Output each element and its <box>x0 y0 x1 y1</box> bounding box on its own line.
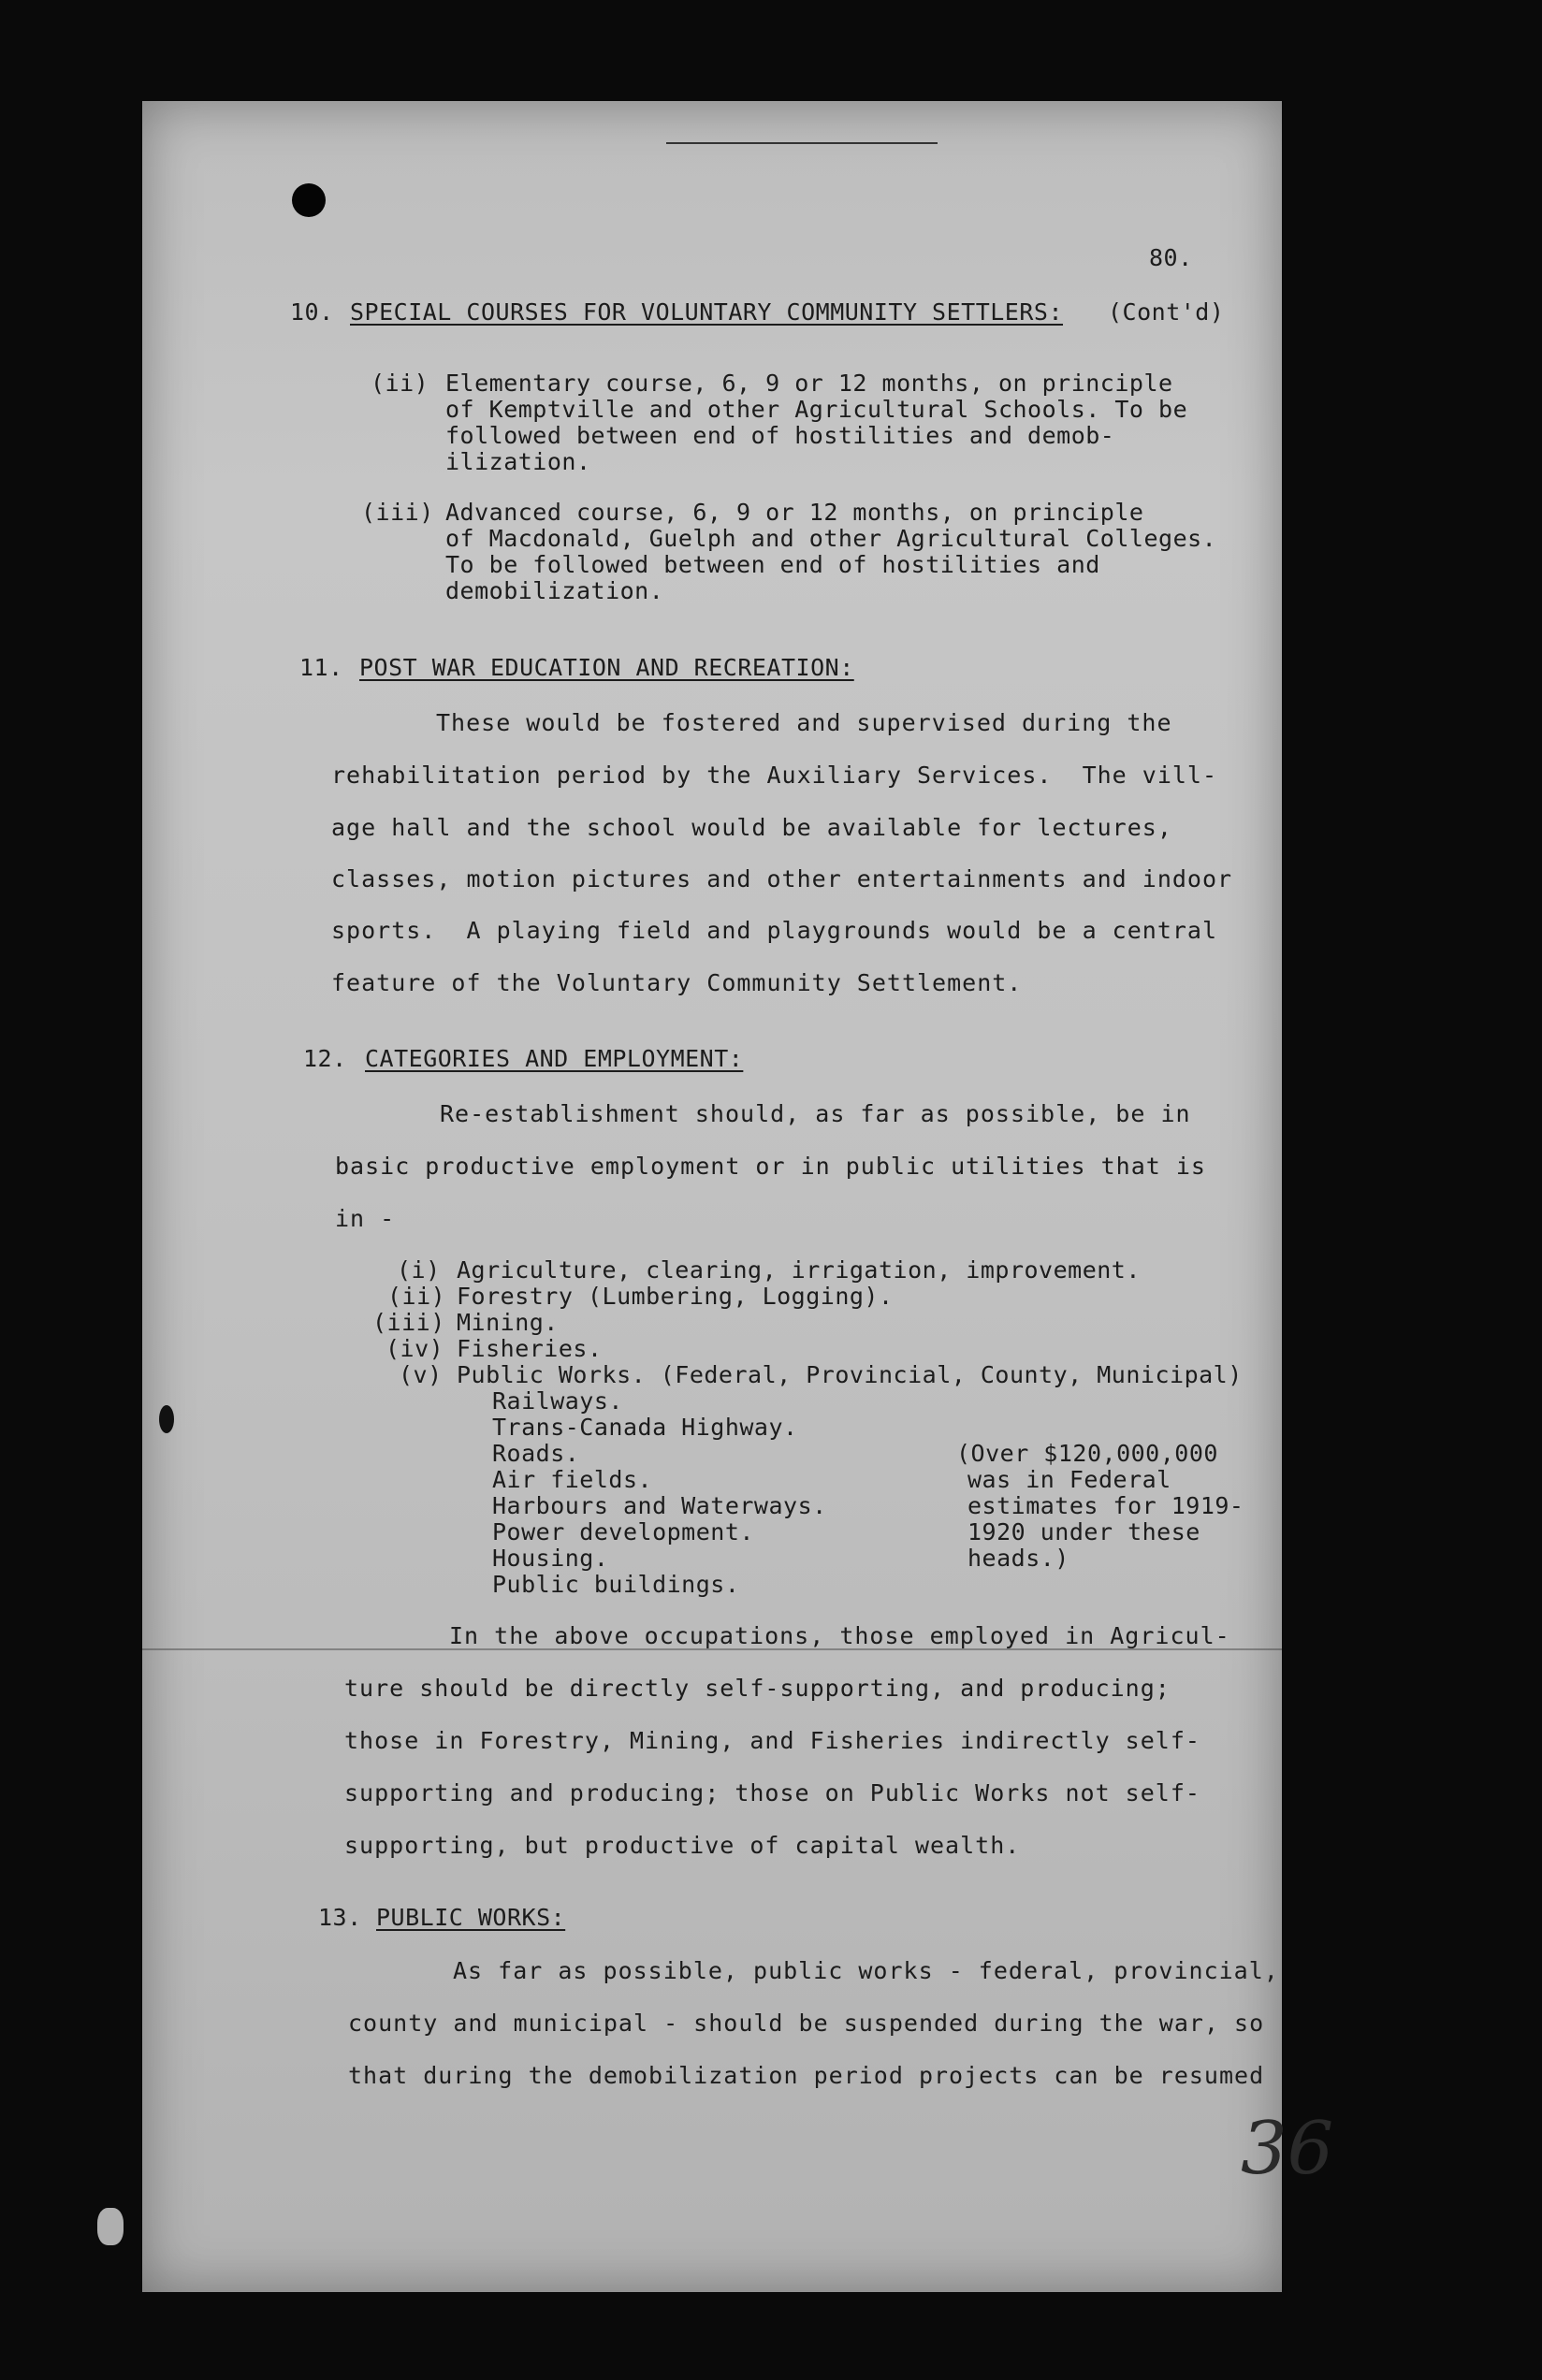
section-10-item-line: of Kemptville and other Agricultural Schools. To be <box>445 396 1188 423</box>
top-rule <box>666 142 938 144</box>
section-12-list-marker: (v) <box>399 1361 443 1388</box>
section-12-paragraph-line: Re-establishment should, as far as possible, be in <box>440 1100 1191 1127</box>
public-works-item: Harbours and Waterways. <box>492 1492 827 1519</box>
section-10-item-marker: (iii) <box>361 499 434 526</box>
page-number: 80. <box>1149 244 1193 271</box>
public-works-item: Trans-Canada Highway. <box>492 1414 798 1441</box>
section-11-paragraph-line: sports. A playing field and playgrounds would be a central <box>331 917 1218 944</box>
section-11-paragraph-line: feature of the Voluntary Community Settlement. <box>331 969 1023 996</box>
section-12-heading: CATEGORIES AND EMPLOYMENT: <box>365 1045 744 1072</box>
section-12-paragraph-line: in - <box>335 1205 396 1232</box>
section-11-paragraph-line: age hall and the school would be available for lectures, <box>331 814 1172 841</box>
section-12-paragraph2-line: ture should be directly self-supporting, and producing; <box>344 1675 1171 1702</box>
funding-note-line: heads.) <box>967 1545 1069 1572</box>
section-13-paragraph-line: county and municipal - should be suspended during the war, so <box>348 2010 1265 2037</box>
section-12-paragraph2-line: supporting and producing; those on Public Works not self- <box>344 1779 1200 1807</box>
funding-note-line: (Over $120,000,000 <box>956 1440 1218 1467</box>
section-12-list-marker: (ii) <box>387 1283 446 1310</box>
section-12-list-text: Mining. <box>457 1309 559 1336</box>
section-10-item-line: ilization. <box>445 448 591 475</box>
public-works-item: Air fields. <box>492 1466 653 1493</box>
public-works-item: Public buildings. <box>492 1571 740 1598</box>
section-12-list-marker: (iv) <box>386 1335 444 1362</box>
section-13-paragraph-line: that during the demobilization period projects can be resumed <box>348 2062 1265 2089</box>
funding-note-line: was in Federal <box>967 1466 1171 1493</box>
handwritten-page-number: 36 <box>1241 2107 1334 2191</box>
section-10-item-line: Elementary course, 6, 9 or 12 months, on principle <box>445 370 1173 397</box>
section-11-paragraph-line: These would be fostered and supervised during the <box>436 709 1172 736</box>
section-11-heading: POST WAR EDUCATION AND RECREATION: <box>359 654 854 681</box>
section-10-item-line: To be followed between end of hostilities and <box>445 551 1100 578</box>
section-12-paragraph-line: basic productive employment or in public utilities that is <box>335 1153 1206 1180</box>
section-10-number: 10. <box>290 298 334 326</box>
public-works-item: Roads. <box>492 1440 580 1467</box>
section-10-heading-suffix: (Cont'd) <box>1108 298 1225 326</box>
edge-mark <box>159 1405 174 1433</box>
public-works-item: Railways. <box>492 1387 623 1415</box>
section-13-heading: PUBLIC WORKS: <box>376 1904 566 1931</box>
section-12-paragraph2-line: supporting, but productive of capital wealth. <box>344 1832 1021 1859</box>
section-10-item-line: followed between end of hostilities and demob- <box>445 422 1115 449</box>
section-11-paragraph-line: rehabilitation period by the Auxiliary Services. The vill- <box>331 762 1218 789</box>
section-12-list-text: Public Works. (Federal, Provincial, County, Municipal) <box>457 1361 1243 1388</box>
section-13-paragraph-line: As far as possible, public works - federal, provincial, <box>453 1957 1279 1984</box>
section-12-list-text: Agriculture, clearing, irrigation, improvement. <box>457 1256 1141 1284</box>
section-11-paragraph-line: classes, motion pictures and other entertainments and indoor <box>331 865 1233 892</box>
public-works-item: Power development. <box>492 1518 754 1546</box>
section-12-list-marker: (i) <box>397 1256 441 1284</box>
scan-speck <box>97 2208 124 2245</box>
section-13-number: 13. <box>318 1904 362 1931</box>
section-12-paragraph2-line: those in Forestry, Mining, and Fisheries indirectly self- <box>344 1727 1200 1754</box>
section-10-item-line: of Macdonald, Guelph and other Agricultural Colleges. <box>445 525 1217 552</box>
section-10-item-marker: (ii) <box>371 370 429 397</box>
funding-note-line: 1920 under these <box>967 1518 1200 1546</box>
funding-note-line: estimates for 1919- <box>967 1492 1244 1519</box>
section-12-list-text: Forestry (Lumbering, Logging). <box>457 1283 894 1310</box>
public-works-item: Housing. <box>492 1545 609 1572</box>
section-10-item-line: Advanced course, 6, 9 or 12 months, on principle <box>445 499 1144 526</box>
section-10-heading: SPECIAL COURSES FOR VOLUNTARY COMMUNITY SETTLERS: <box>350 298 1064 326</box>
punch-hole <box>292 183 326 217</box>
section-12-list-text: Fisheries. <box>457 1335 603 1362</box>
section-12-number: 12. <box>303 1045 347 1072</box>
section-11-number: 11. <box>299 654 343 681</box>
section-12-list-marker: (iii) <box>372 1309 445 1336</box>
section-12-paragraph2-line: In the above occupations, those employed in Agricul- <box>449 1622 1230 1649</box>
section-10-item-line: demobilization. <box>445 577 664 604</box>
